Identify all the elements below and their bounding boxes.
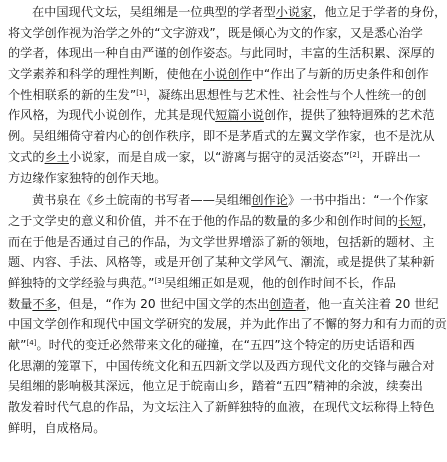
text-run: 吴组缃正如是观，他的创作时间不长，作品 [164,275,396,290]
text-line [8,168,407,189]
text-run: 题、内容、手法、风格等，或是开创了某种文学风气、潮流，或是提供了某种新 [8,255,435,270]
text-line [8,314,447,335]
text-run: 将文学创作视为治学之外的“文字游戏”，既是倾心为文的作家，又是悉心治学 [8,25,423,40]
text-run: ，但是，“作为 20 世纪中国文学的杰出 [56,296,270,311]
text-line [8,64,429,85]
text-run: 鲜明，自成格局。 [8,420,106,435]
text-run: 数量 [8,296,33,311]
underlined-term: 不多 [32,296,57,311]
citation-marker: [4] [26,339,37,347]
text-line [8,105,435,126]
text-run: 》一书中指出：“一个作家 [287,193,429,208]
text-line [8,273,407,294]
text-run: 小说家，而是自成一家，以“游离与据守的灵活姿态” [68,149,350,164]
text-run: ，开辟出一 [359,149,421,164]
text-run: 中国文学创作和现代中国文学研究的发展，并为此作出了不懈的努力和有力而的贡 [8,317,447,332]
text-run: ，凝练出思想性与艺术性、社会性与个人性统一的创 [146,87,427,102]
underlined-term: 乡土 [44,149,69,164]
text-line [8,252,435,273]
text-line [8,23,423,44]
paragraph [8,2,447,188]
underlined-term: 小说创作 [203,67,252,82]
underlined-term: 小说家 [275,5,313,19]
text-line [8,85,427,106]
text-run: 在中国现代文坛，吴组缃是一位典型的学者型 [32,5,276,19]
text-line [8,335,415,356]
text-run: 作风格，为现代小说创作，尤其是现代 [8,108,216,123]
underlined-term: 创作论 [251,193,288,208]
text-run: 而在于他是否通过自己的作品，为文学世界增添了新的领地，包括新的题材、主 [8,234,435,249]
text-run: 个性相联系的新的生发” [8,87,137,102]
underlined-term: 长短 [398,213,423,228]
text-run: 鲜独特的文学经验与典范。” [8,275,155,290]
text-run: 。时代的变迁必然带来文化的碰撞，在“五四”这个特定的历史话语和西 [36,338,415,352]
text-line [8,397,435,418]
text-line [8,126,435,147]
text-line [8,294,439,315]
text-run: 文学素养和科学的理性判断，使他在 [8,67,203,82]
text-line [8,2,447,23]
text-run: 创作，提供了独特迥殊的艺术范 [263,108,435,123]
text-run: 的学者，体现出一种自由严谨的创作姿态。与此同时，丰富的生活积累、深厚的 [8,46,435,61]
text-line [8,376,423,397]
citation-marker: [2] [349,150,360,159]
text-run: ，他一直关注着 20 世纪 [305,296,439,311]
text-run: 散发着时代气息的作品，为文坛注入了新鲜独特的血液，在现代文坛称得上特色 [8,400,435,415]
underlined-term: 创造者 [269,296,306,311]
citation-marker: [1] [136,88,147,97]
text-run: ， [422,213,435,228]
text-run: ，他立足于学者的身份， [312,5,447,19]
text-line [8,43,435,64]
text-line [8,211,435,232]
text-run: 化思潮的笼罩下，中国传统文化和五四新文学以及西方现代文化的交锋与融合对 [8,358,435,373]
text-line [8,356,435,377]
paragraph [8,190,447,438]
text-line [8,418,407,439]
text-run: 例。吴组缃倚守着内心的创作秩序，即不是茅盾式的左翼文学作家，也不是沈从 [8,129,435,144]
text-line [8,190,429,211]
text-run: 中“作出了与新的历史条件和创作 [251,67,429,82]
text-line [8,232,435,253]
text-run: 献” [8,338,27,352]
text-run: 之于文学史的意义和价值，并不在于他的作品的数量的多少和创作时间的 [8,213,398,228]
text-line [8,147,421,168]
text-run: 吴组缃的影响极其深远，他立足于皖南山乡，踏着“五四”精神的余波，续奏出 [8,379,423,394]
text-run: 文式的 [8,149,45,164]
text-run: 黄书泉在《乡土皖南的书写者——吴组缃 [32,193,252,208]
text-run: 方边缘作家独特的创作天地。 [8,170,167,185]
underlined-term: 短篇小说 [215,108,264,123]
citation-marker: [3] [154,276,165,285]
